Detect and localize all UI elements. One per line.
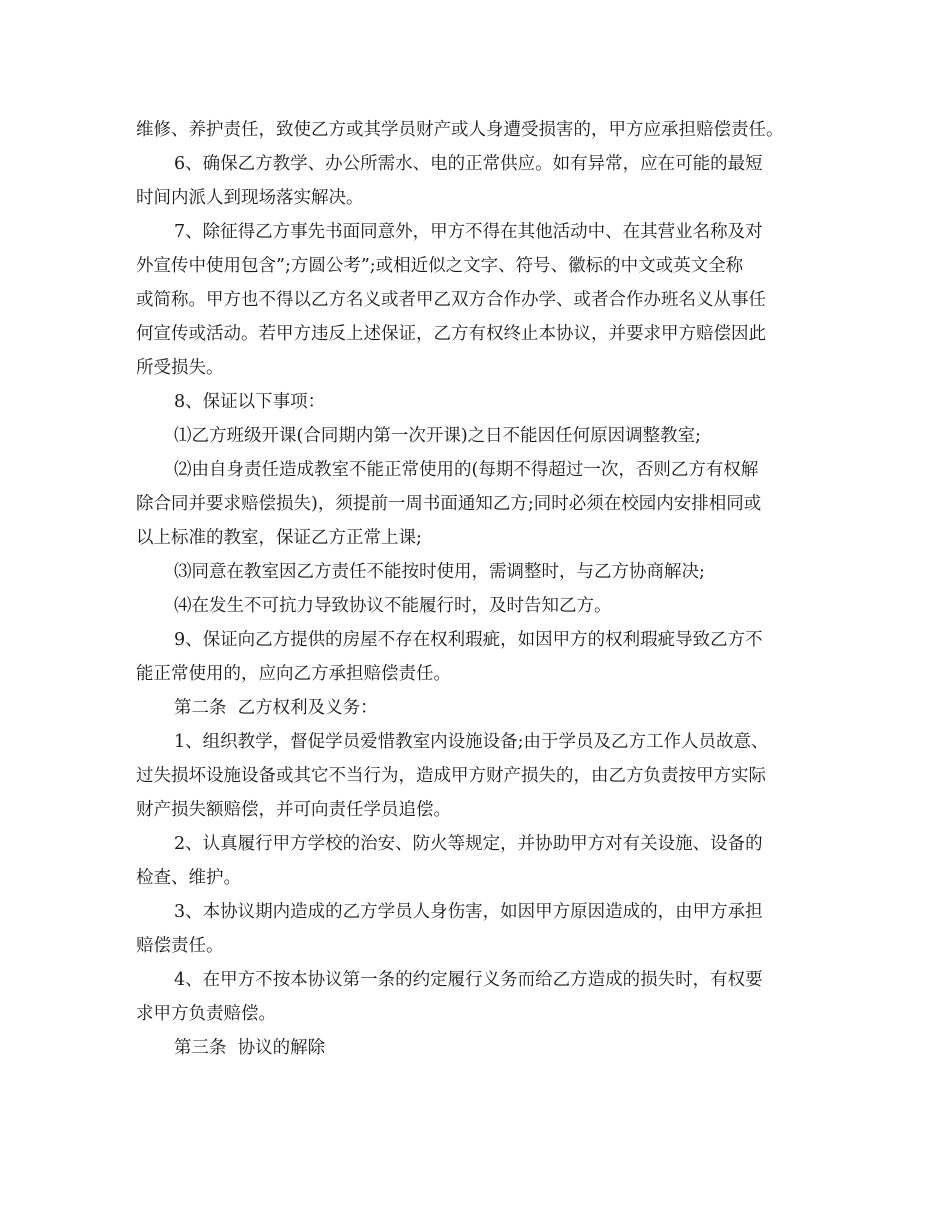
text-line: 7、除征得乙方事先书面同意外，甲方不得在其他活动中、在其营业名称及对 (174, 222, 763, 242)
text-line: 何宣传或活动。若甲方违反上述保证，乙方有权终止本协议，并要求甲方赔偿因此 (136, 324, 766, 344)
text-line: 4、在甲方不按本协议第一条的约定履行义务而给乙方造成的损失时，有权要 (174, 970, 763, 990)
text-line: ⑶同意在教室因乙方责任不能按时使用，需调整时，与乙方协商解决; (174, 562, 705, 582)
text-line: ⑴乙方班级开课(合同期内第一次开课)之日不能因任何原因调整教室; (174, 426, 702, 446)
text-line: 3、本协议期内造成的乙方学员人身伤害，如因甲方原因造成的，由甲方承担 (174, 902, 763, 922)
text-line: 第二条 乙方权利及义务： (174, 698, 378, 718)
text-line: ⑵由自身责任造成教室不能正常使用的(每期不得超过一次，否则乙方有权解 (174, 460, 759, 480)
text-line: 1、组织教学，督促学员爱惜教室内设施设备;由于学员及乙方工作人员故意、 (174, 732, 769, 752)
text-line: 第三条 协议的解除 (174, 1038, 326, 1058)
text-line: 除合同并要求赔偿损失)，须提前一周书面通知乙方;同时必须在校园内安排相同或 (136, 494, 762, 514)
document-page (136, 113, 816, 1065)
text-line: 赔偿责任。 (136, 936, 224, 956)
text-line: 9、保证向乙方提供的房屋不存在权利瑕疵，如因甲方的权利瑕疵导致乙方不 (174, 630, 763, 650)
text-line: ⑷在发生不可抗力导致协议不能履行时，及时告知乙方。 (174, 596, 612, 616)
text-line: 8、保证以下事项： (174, 392, 326, 412)
text-line: 求甲方负责赔偿。 (136, 1004, 276, 1024)
text-line: 时间内派人到现场落实解决。 (136, 188, 364, 208)
text-line: 6、确保乙方教学、办公所需水、电的正常供应。如有异常，应在可能的最短 (174, 154, 763, 174)
text-line: 外宣传中使用包含”;方圆公考”;或相近似之文字、符号、徽标的中文或英文全称 (136, 256, 744, 276)
text-line: 过失损坏设施设备或其它不当行为，造成甲方财产损失的，由乙方负责按甲方实际 (136, 766, 766, 786)
text-line: 以上标准的教室，保证乙方正常上课; (136, 528, 422, 548)
text-line: 维修、养护责任，致使乙方或其学员财产或人身遭受损害的，甲方应承担赔偿责任。 (136, 120, 784, 140)
text-line: 财产损失额赔偿，并可向责任学员追偿。 (136, 800, 451, 820)
text-line: 或简称。甲方也不得以乙方名义或者甲乙双方合作办学、或者合作办班名义从事任 (136, 290, 766, 310)
text-line: 能正常使用的，应向乙方承担赔偿责任。 (136, 664, 451, 684)
text-line: 检查、维护。 (136, 868, 241, 888)
text-line: 所受损失。 (136, 358, 224, 378)
text-line: 2、认真履行甲方学校的治安、防火等规定，并协助甲方对有关设施、设备的 (174, 834, 763, 854)
